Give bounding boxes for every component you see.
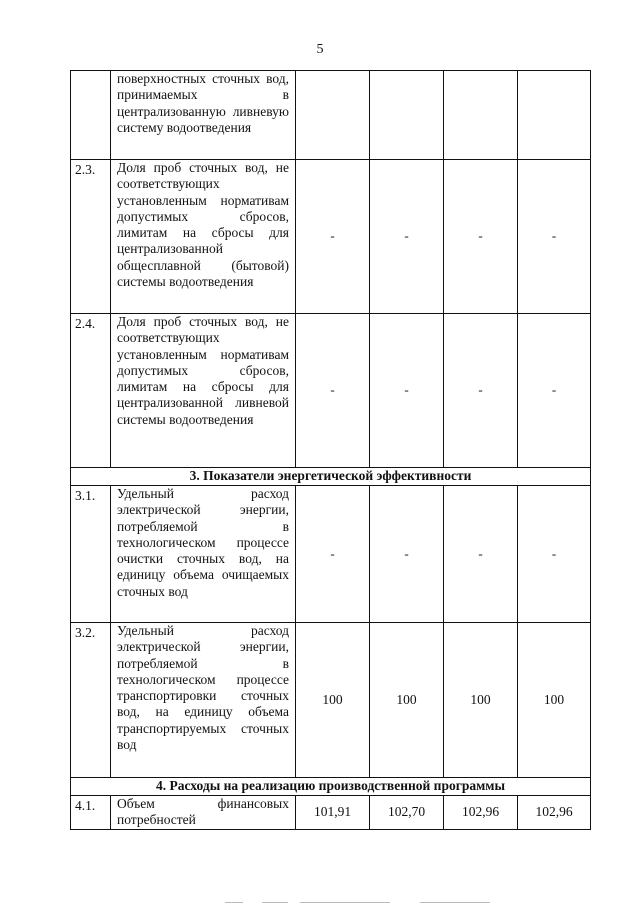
row-value: 102,96 xyxy=(444,796,518,830)
row-number: 4.1. xyxy=(71,796,111,830)
row-value: 100 xyxy=(370,623,444,778)
row-value: - xyxy=(518,314,591,468)
scan-mark xyxy=(262,902,288,903)
row-value: - xyxy=(444,160,518,314)
row-number xyxy=(71,71,111,160)
indicators-table xyxy=(70,70,591,830)
row-value: - xyxy=(444,314,518,468)
row-value: - xyxy=(518,160,591,314)
row-value xyxy=(370,71,444,160)
row-value: - xyxy=(296,314,370,468)
row-value: 102,70 xyxy=(370,796,444,830)
scan-mark xyxy=(225,902,243,903)
section-title: 3. Показатели энергетической эффективности xyxy=(71,468,591,486)
row-value: 102,96 xyxy=(518,796,591,830)
section-header-row xyxy=(71,778,591,796)
row-value xyxy=(518,71,591,160)
row-description: Удельный расход электрической энергии, потребляемой в технологическом процессе транспортировки сточных вод, на единицу объема транспортируемых сточных вод xyxy=(111,623,296,778)
row-value: - xyxy=(444,486,518,623)
table-row xyxy=(71,623,591,778)
row-value xyxy=(296,71,370,160)
row-value: - xyxy=(370,160,444,314)
section-title: 4. Расходы на реализацию производственной программы xyxy=(71,778,591,796)
row-description: поверхностных сточных вод, принимаемых в централизованную ливневую систему водоотведения xyxy=(111,71,296,160)
row-description: Объем финансовых потребностей xyxy=(111,796,296,830)
row-value: - xyxy=(296,160,370,314)
scan-mark xyxy=(300,902,390,903)
row-value: 100 xyxy=(518,623,591,778)
row-value: - xyxy=(370,486,444,623)
row-value: - xyxy=(296,486,370,623)
page-number: 5 xyxy=(316,42,324,57)
table-row xyxy=(71,796,591,830)
row-value xyxy=(444,71,518,160)
section-header-row xyxy=(71,468,591,486)
table-row xyxy=(71,71,591,160)
row-description: Доля проб сточных вод, не соответствующих установленным нормативам допустимых сбросов, лимитам на сбросы для централизованной ливневой системы водоотведения xyxy=(111,314,296,468)
row-number: 2.3. xyxy=(71,160,111,314)
row-value: 100 xyxy=(296,623,370,778)
row-description: Удельный расход электрической энергии, потребляемой в технологическом процессе очистки сточных вод, на единицу объема очищаемых сточных вод xyxy=(111,486,296,623)
table-row xyxy=(71,314,591,468)
table-row xyxy=(71,160,591,314)
row-number: 3.1. xyxy=(71,486,111,623)
table-row xyxy=(71,486,591,623)
row-number: 3.2. xyxy=(71,623,111,778)
row-value: - xyxy=(518,486,591,623)
row-value: 101,91 xyxy=(296,796,370,830)
scan-mark xyxy=(420,902,490,903)
row-value: - xyxy=(370,314,444,468)
row-number: 2.4. xyxy=(71,314,111,468)
row-value: 100 xyxy=(444,623,518,778)
row-description: Доля проб сточных вод, не соответствующих установленным нормативам допустимых сбросов, лимитам на сбросы для централизованной общесплавной (бытовой) системы водоотведения xyxy=(111,160,296,314)
